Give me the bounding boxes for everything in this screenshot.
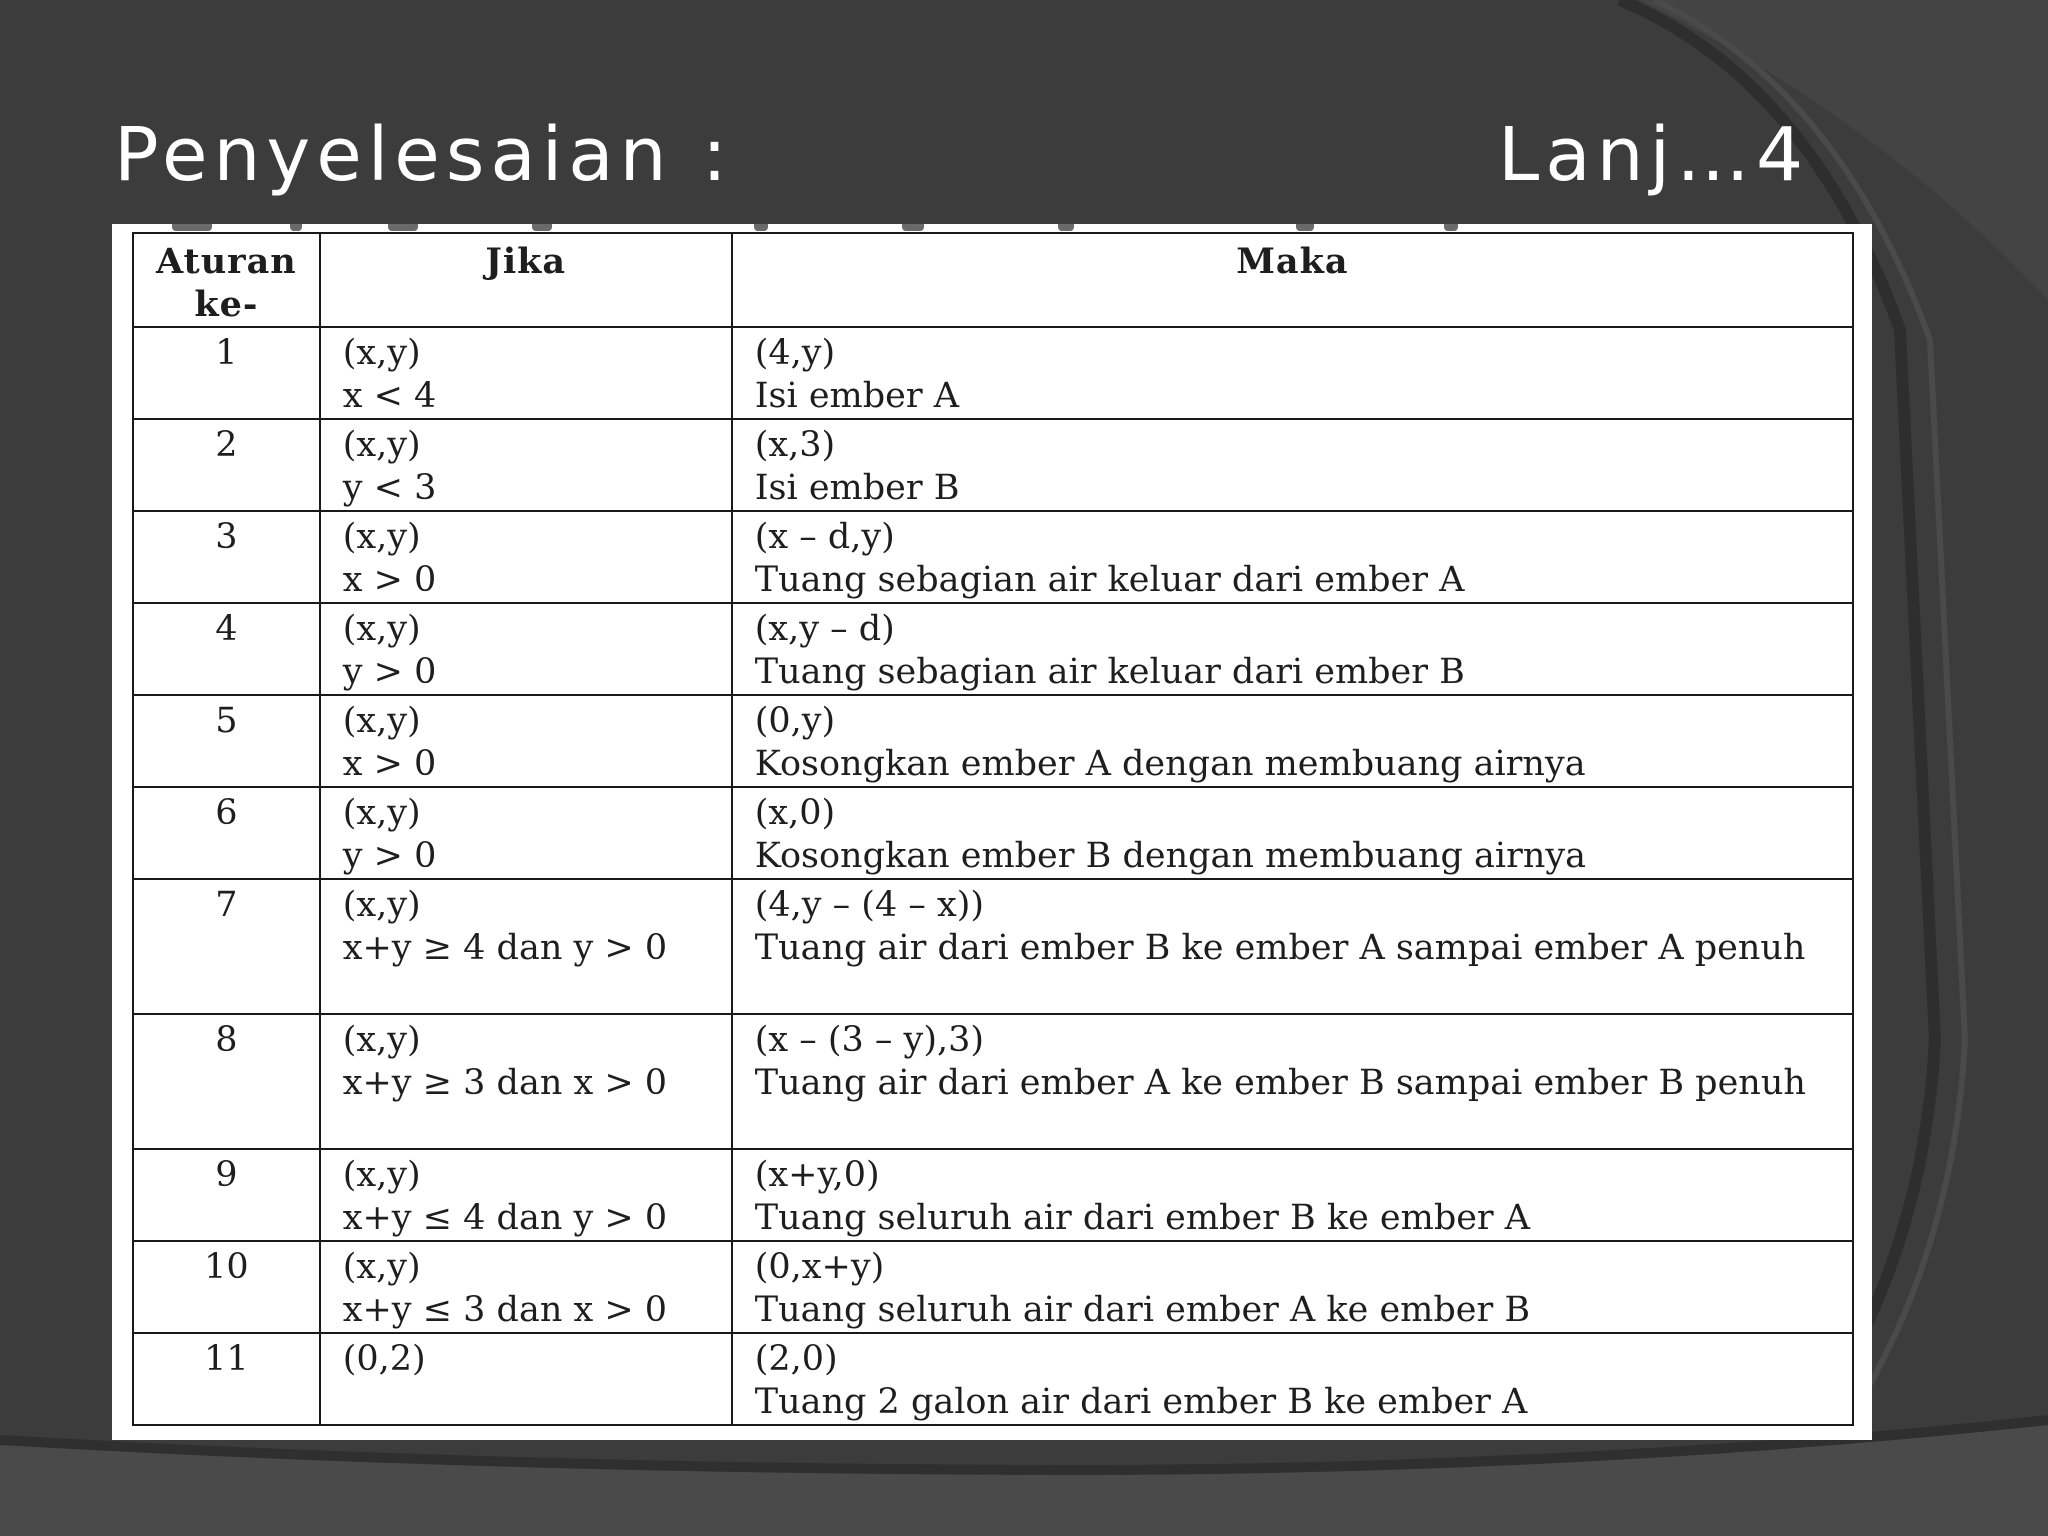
- table-header-row: [133, 233, 1853, 327]
- rule-number: 8: [133, 1014, 320, 1149]
- header-jika: Jika: [320, 233, 732, 327]
- rule-condition: (x,y) y > 0: [320, 787, 732, 879]
- rule-number: 11: [133, 1333, 320, 1425]
- rule-condition: (x,y) x+y ≤ 4 dan y > 0: [320, 1149, 732, 1241]
- rule-action: (x,0) Kosongkan ember B dengan membuang airnya: [732, 787, 1853, 879]
- rule-action: (x,y – d) Tuang sebagian air keluar dari ember B: [732, 603, 1853, 695]
- slide-subtitle: Lanj…4: [1498, 112, 1810, 198]
- table-row: [133, 879, 1853, 1014]
- table-row: [133, 1149, 1853, 1241]
- rule-condition: (x,y) x+y ≤ 3 dan x > 0: [320, 1241, 732, 1333]
- production-rules-table: [132, 232, 1854, 1426]
- rule-action: (2,0) Tuang 2 galon air dari ember B ke ember A: [732, 1333, 1853, 1425]
- rule-condition: (x,y) x+y ≥ 3 dan x > 0: [320, 1014, 732, 1149]
- rule-number: 2: [133, 419, 320, 511]
- table-row: [133, 419, 1853, 511]
- rule-action: (4,y – (4 – x)) Tuang air dari ember B ke ember A sampai ember A penuh: [732, 879, 1853, 1014]
- rule-number: 5: [133, 695, 320, 787]
- rule-number: 6: [133, 787, 320, 879]
- rule-action: (x,3) Isi ember B: [732, 419, 1853, 511]
- rule-action: (0,y) Kosongkan ember A dengan membuang airnya: [732, 695, 1853, 787]
- rule-condition: (0,2): [320, 1333, 732, 1425]
- rule-action: (x – (3 – y),3) Tuang air dari ember A ke ember B sampai ember B penuh: [732, 1014, 1853, 1149]
- rule-condition: (x,y) y > 0: [320, 603, 732, 695]
- rule-number: 1: [133, 327, 320, 419]
- rule-action: (0,x+y) Tuang seluruh air dari ember A ke ember B: [732, 1241, 1853, 1333]
- rule-condition: (x,y) x+y ≥ 4 dan y > 0: [320, 879, 732, 1014]
- slide-title: Penyelesaian :: [114, 112, 733, 198]
- cropped-text-remnant: [112, 224, 1872, 232]
- table-row: [133, 787, 1853, 879]
- header-maka: Maka: [732, 233, 1853, 327]
- table-row: [133, 511, 1853, 603]
- table-row: [133, 695, 1853, 787]
- rules-table-image: [112, 224, 1872, 1440]
- rule-number: 4: [133, 603, 320, 695]
- rule-condition: (x,y) x < 4: [320, 327, 732, 419]
- rule-number: 9: [133, 1149, 320, 1241]
- rule-condition: (x,y) x > 0: [320, 511, 732, 603]
- rule-action: (4,y) Isi ember A: [732, 327, 1853, 419]
- rule-action: (x+y,0) Tuang seluruh air dari ember B ke ember A: [732, 1149, 1853, 1241]
- table-row: [133, 1333, 1853, 1425]
- table-row: [133, 327, 1853, 419]
- header-aturan: Aturan ke-: [133, 233, 320, 327]
- table-row: [133, 603, 1853, 695]
- rule-number: 7: [133, 879, 320, 1014]
- table-row: [133, 1014, 1853, 1149]
- table-row: [133, 1241, 1853, 1333]
- rule-condition: (x,y) x > 0: [320, 695, 732, 787]
- rule-number: 10: [133, 1241, 320, 1333]
- rule-number: 3: [133, 511, 320, 603]
- rule-action: (x – d,y) Tuang sebagian air keluar dari ember A: [732, 511, 1853, 603]
- rule-condition: (x,y) y < 3: [320, 419, 732, 511]
